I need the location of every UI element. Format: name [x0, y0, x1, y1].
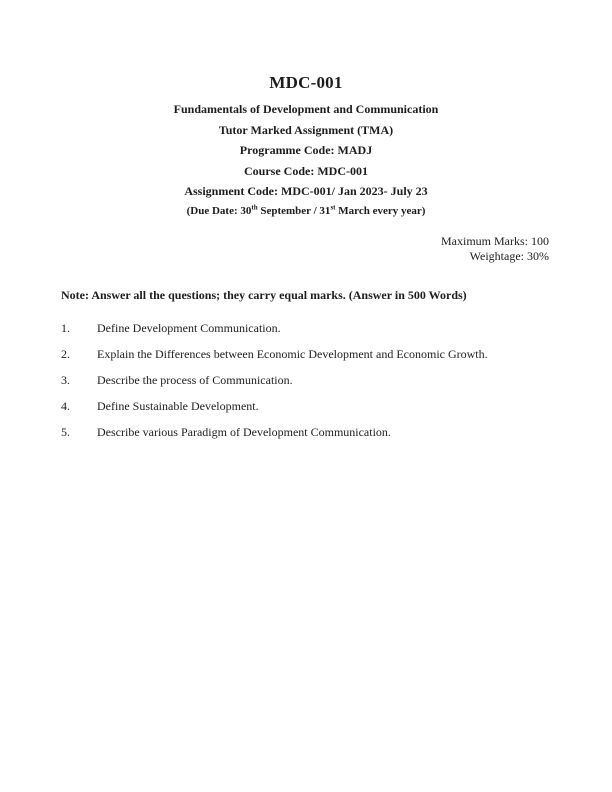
due-date-line — [0, 202, 612, 220]
question-text: Describe various Paradigm of Development Communication. — [97, 424, 391, 439]
question-text: Define Sustainable Development. — [97, 398, 259, 413]
note-line: Note: Answer all the questions; they carry equal marks. (Answer in 500 Words) — [61, 287, 467, 302]
maximum-marks: Maximum Marks: 100 — [441, 233, 549, 248]
question-item — [61, 399, 554, 415]
due-date-ordinal-th: th — [251, 202, 258, 211]
document-header — [0, 0, 612, 220]
due-date-suffix: March every year) — [335, 204, 426, 217]
question-number: 5. — [61, 424, 70, 439]
question-item — [61, 321, 554, 337]
course-title: MDC-001 — [269, 73, 343, 92]
question-number: 3. — [61, 372, 70, 387]
question-text: Define Development Communication. — [97, 320, 281, 335]
question-item — [61, 425, 554, 441]
course-subtitle: Fundamentals of Development and Communication — [173, 102, 439, 116]
due-date-ordinal-st: st — [330, 202, 336, 211]
weightage: Weightage: 30% — [469, 249, 549, 263]
assignment-code: Assignment Code: MDC-001/ Jan 2023- July 23 — [184, 184, 428, 198]
question-number: 1. — [61, 320, 70, 335]
course-code: Course Code: MDC-001 — [244, 163, 368, 178]
assignment-type: Tutor Marked Assignment (TMA) — [218, 122, 394, 137]
programme-code: Programme Code: MADJ — [239, 143, 373, 157]
question-item — [61, 373, 554, 389]
due-date-prefix: (Due Date: 30 — [186, 204, 252, 217]
question-text: Explain the Differences between Economic Development and Economic Growth. — [97, 346, 488, 361]
question-number: 2. — [61, 346, 70, 361]
marks-block — [0, 234, 612, 265]
question-list — [61, 321, 554, 441]
question-item — [61, 347, 554, 363]
question-text: Describe the process of Communication. — [97, 372, 293, 387]
question-number: 4. — [61, 398, 70, 413]
due-date-mid: September / 31 — [257, 204, 331, 217]
